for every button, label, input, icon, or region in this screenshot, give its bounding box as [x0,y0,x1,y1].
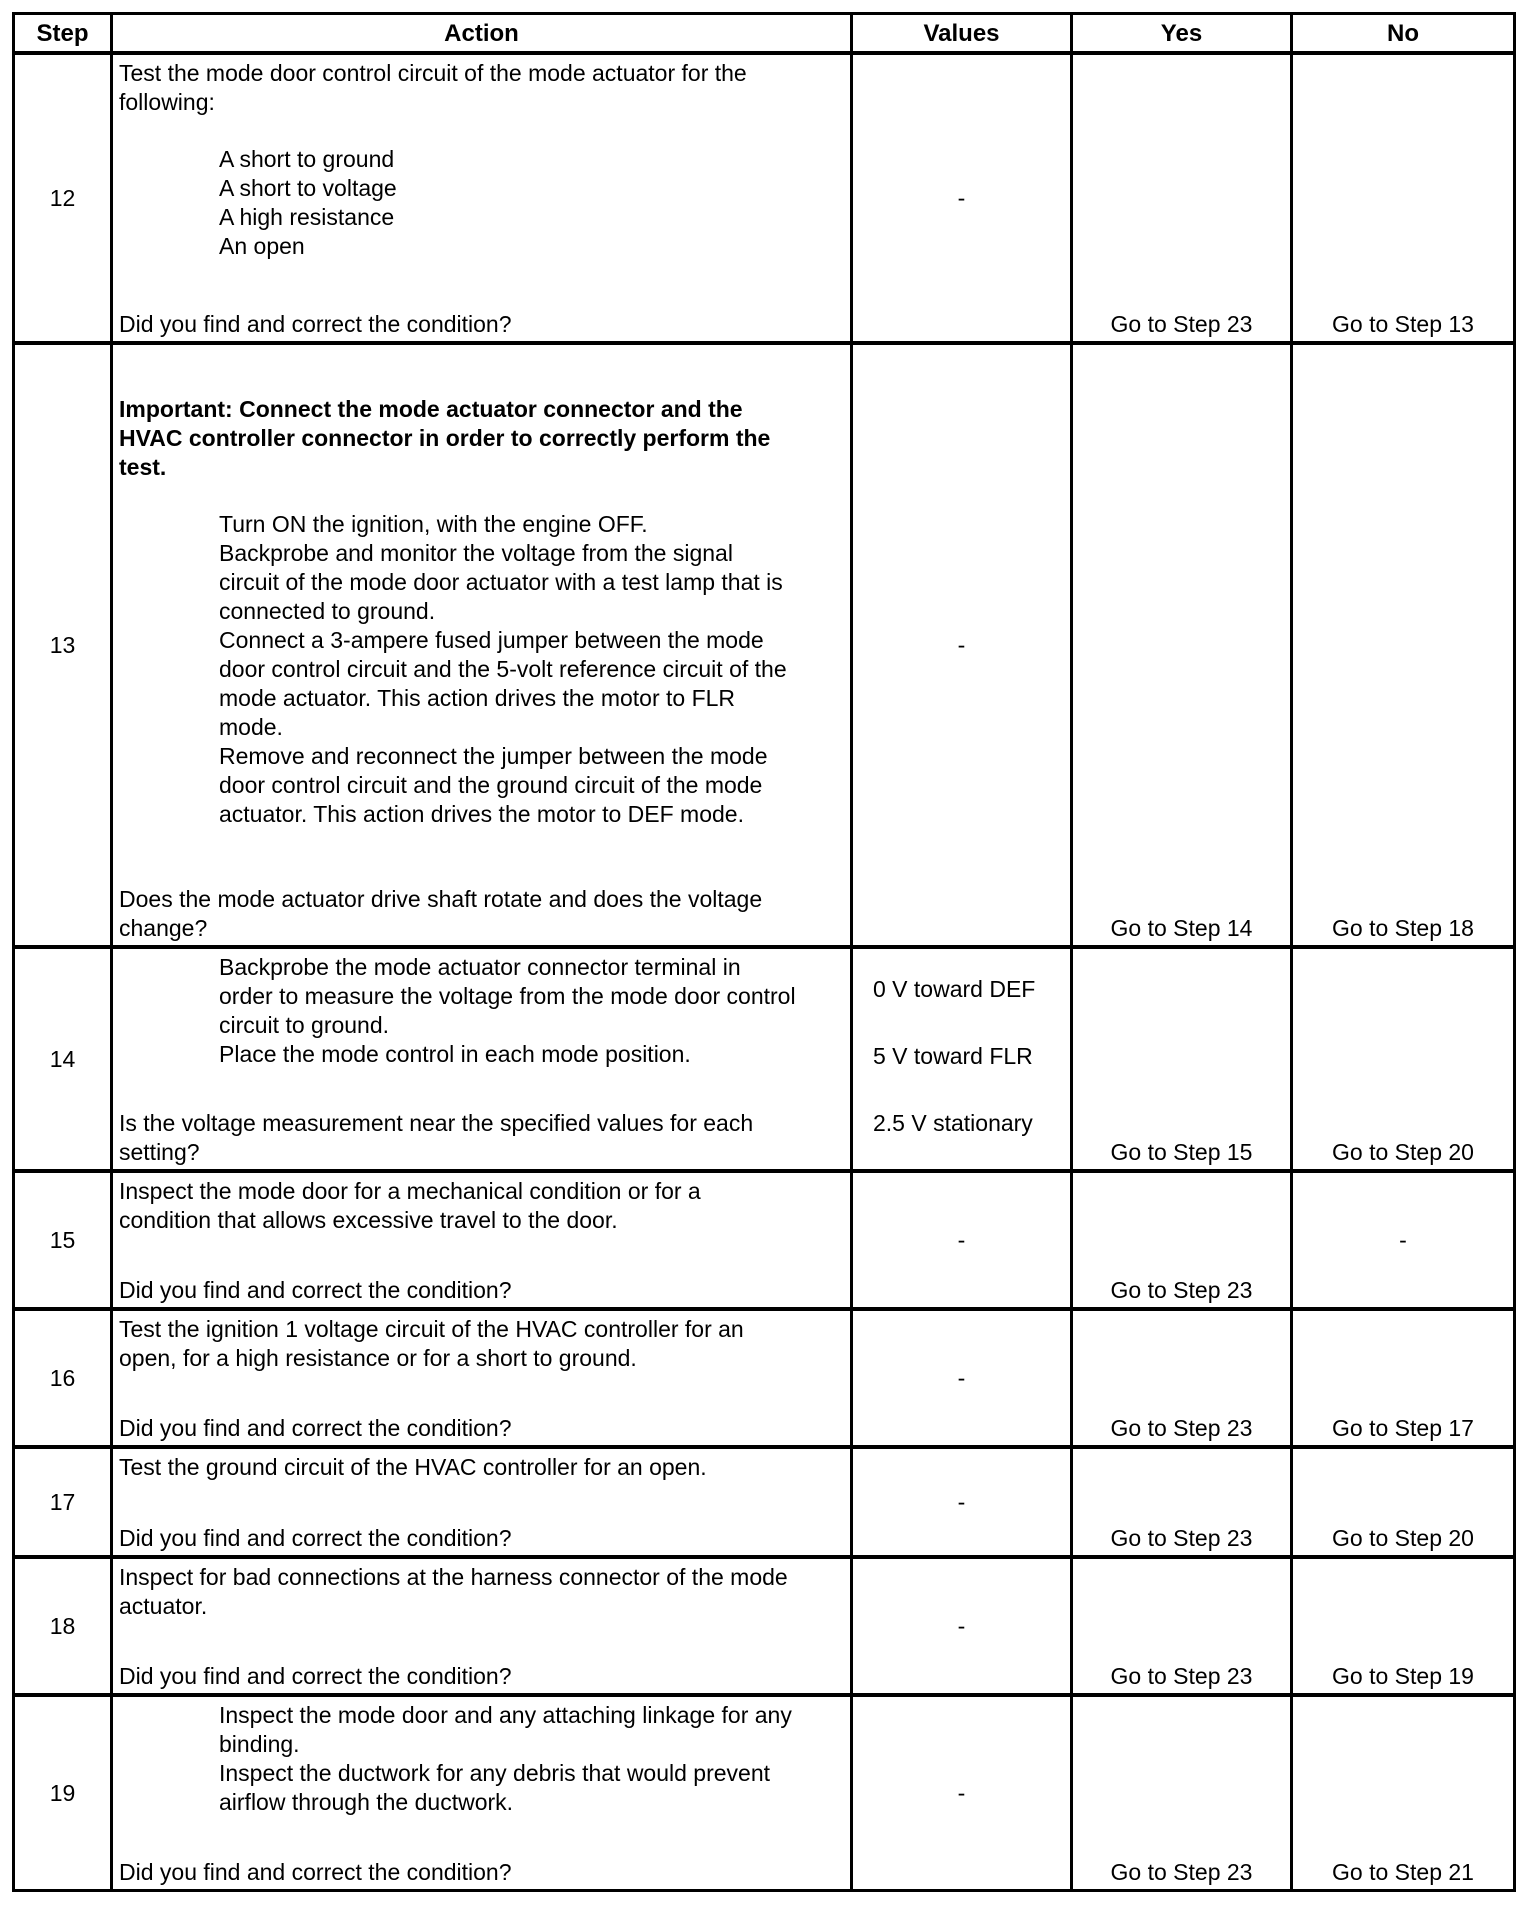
action-text: Test the ground circuit of the HVAC controller for an open. [119,1454,707,1480]
no-cell: - [1293,1173,1513,1311]
yes-cell: Go to Step 23 [1073,1173,1293,1311]
no-cell: Go to Step 13 [1293,55,1513,345]
action-bullet: connected to ground. [219,598,436,624]
action-bullet: mode actuator. This action drives the motor to FLR [219,685,736,711]
no-cell: Go to Step 18 [1293,345,1513,949]
values-cell: - [853,1559,1073,1697]
action-text: open, for a high resistance or for a short to ground. [119,1345,637,1371]
action-bullet: Backprobe the mode actuator connector terminal in [219,954,741,980]
yes-cell: Go to Step 14 [1073,345,1293,949]
action-bullet: door control circuit and the 5-volt reference circuit of the [219,656,787,682]
yes-cell: Go to Step 15 [1073,949,1293,1173]
important-note: Important: Connect the mode actuator connector and the [119,396,743,422]
step-number: 17 [15,1449,113,1559]
step-number: 16 [15,1311,113,1449]
no-cell: Go to Step 20 [1293,949,1513,1173]
action-bullet: door control circuit and the ground circuit of the mode [219,772,763,798]
action-bullet: Connect a 3-ampere fused jumper between the mode [219,627,764,653]
action-bullet: Remove and reconnect the jumper between the mode [219,743,768,769]
action-text: following: [119,89,215,115]
header-no: No [1293,15,1513,55]
action-question: Did you find and correct the condition? [119,1415,512,1441]
yes-cell: Go to Step 23 [1073,1449,1293,1559]
action-text: Inspect the mode door for a mechanical condition or for a [119,1178,701,1204]
action-cell [113,1173,853,1311]
yes-cell: Go to Step 23 [1073,1559,1293,1697]
action-question: Does the mode actuator drive shaft rotate and does the voltage [119,886,763,912]
action-cell [113,949,853,1173]
no-cell: Go to Step 21 [1332,1859,1474,1885]
values-cell: - [853,1311,1073,1449]
action-question: Did you find and correct the condition? [119,1663,512,1689]
action-question: Is the voltage measurement near the specified values for each [119,1110,754,1136]
action-bullet: airflow through the ductwork. [219,1789,514,1815]
values-cell: - [853,345,1073,949]
action-text: Test the mode door control circuit of the mode actuator for the [119,60,747,86]
values-cell: - [853,1697,1073,1889]
action-bullet: Inspect the mode door and any attaching linkage for any [219,1702,792,1728]
values-cell: - [853,55,1073,345]
action-cell [113,1311,853,1449]
yes-cell: Go to Step 23 [1073,1697,1293,1889]
yes-cell: Go to Step 23 [1073,1311,1293,1449]
action-cell [113,1559,853,1697]
header-yes: Yes [1073,15,1293,55]
value-stationary: 2.5 V stationary [873,1110,1033,1136]
step-number: 13 [15,345,113,949]
no-cell: Go to Step 17 [1293,1311,1513,1449]
action-question: setting? [119,1139,200,1165]
action-bullet: Inspect the ductwork for any debris that would prevent [219,1760,771,1786]
header-values: Values [853,15,1073,55]
action-text: Inspect for bad connections at the harness connector of the mode [119,1564,788,1590]
action-text: Test the ignition 1 voltage circuit of the HVAC controller for an [119,1316,744,1342]
diagnostic-table [12,12,1516,1892]
step-number: 12 [15,55,113,345]
action-bullet: binding. [219,1731,300,1757]
no-cell: Go to Step 20 [1293,1449,1513,1559]
action-question: Did you find and correct the condition? [119,311,512,337]
action-cell [113,1697,853,1889]
yes-cell: Go to Step 23 [1073,55,1293,345]
value-def: 0 V toward DEF [873,976,1036,1002]
step-number: 15 [15,1173,113,1311]
step-number: 18 [15,1559,113,1697]
action-bullet: actuator. This action drives the motor to DEF mode. [219,801,744,827]
action-bullet: A short to voltage [219,175,397,201]
action-bullet: A high resistance [219,204,395,230]
step-number: 14 [15,949,113,1173]
values-cell: - [853,1173,1073,1311]
action-bullet: circuit of the mode door actuator with a test lamp that is [219,569,783,595]
action-bullet: A short to ground [219,146,395,172]
no-cell: Go to Step 19 [1293,1559,1513,1697]
action-text: condition that allows excessive travel to the door. [119,1207,618,1233]
action-bullet: order to measure the voltage from the mode door control [219,983,796,1009]
action-bullet: Turn ON the ignition, with the engine OFF. [219,511,648,537]
action-cell [113,55,853,345]
important-note: HVAC controller connector in order to correctly perform the [119,425,771,451]
action-cell [113,345,853,949]
action-question: Did you find and correct the condition? [119,1859,512,1885]
action-bullet: Place the mode control in each mode position. [219,1041,691,1067]
important-note: test. [119,454,167,480]
action-question: Did you find and correct the condition? [119,1277,512,1303]
action-text: actuator. [119,1593,208,1619]
action-question: Did you find and correct the condition? [119,1525,512,1551]
action-bullet: mode. [219,714,283,740]
step-number: 19 [15,1697,113,1889]
action-bullet: Backprobe and monitor the voltage from the signal [219,540,733,566]
values-cell: - [853,1449,1073,1559]
header-action: Action [113,15,853,55]
action-question: change? [119,915,208,941]
action-bullet: An open [219,233,305,259]
action-bullet: circuit to ground. [219,1012,390,1038]
action-cell [113,1449,853,1559]
header-step: Step [15,15,113,55]
values-cell [853,949,1073,1173]
value-flr: 5 V toward FLR [873,1043,1033,1069]
